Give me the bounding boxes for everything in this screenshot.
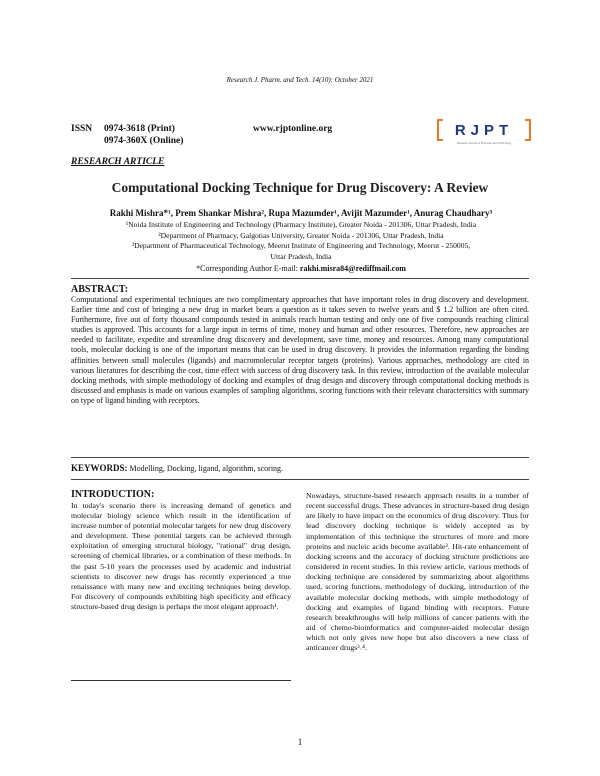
- introduction-right-column: Nowadays, structure-based research approach results in a number of recent successful drugs. These advances in structure-based drug design are likely to have impact on the economics of drug discovery. Thus for lead discovery docking technique is widely accepted as by implementation of this technique the structures of more and more proteins and nucleic acids become available². Hit-rate enhancement of docking screens and the accuracy of docking structure predictions are considered in recent studies. In this review article, various methods of docking technique are considered by summarizing about algorithms used, scoring functions, methodology of docking, introduction of the available molecular docking methods, with simple methodology of docking and examples of ligand binding with receptors. Future research breakthroughs will help millions of cancer patients with the aid of chemo-bioinformatics and computer-aided molecular design which not only gives new hope but also discovers a new class of anticancer drugs³˒⁴.: [306, 491, 529, 653]
- issn-online: 0974-360X (Online): [104, 136, 184, 146]
- corresponding-author: [71, 264, 531, 273]
- keywords-label: KEYWORDS:: [71, 463, 128, 473]
- divider-keywords: [71, 479, 529, 480]
- issn-label: ISSN: [71, 124, 93, 134]
- introduction-left-column: In today's scenario there is increasing demand of genetics and molecular biology science which result in the identification of increase number of potential molecular targets for new drug discovery and development. These potential targets can be achieved through exploitation of emerging structural biology, "rational" drug design, screening of chemical libraries, or a combination of these methods. In the past 5-10 years the processes used by academic and industrial scientists to discover new drugs has recently experienced a true renaissance with many new and exciting techniques being develop. For discovery of compounds exhibiting high specificity and efficacy structure-based drug design is perhaps the most elegant approach¹.: [71, 501, 291, 611]
- logo-subtitle: Research Journal of Pharmacy and Technology: [456, 142, 512, 145]
- abstract-text: Computational and experimental techniques are two complimentary approaches that have important roles in drug discovery and development. Earlier time and cost of bringing a new drug in market bears a question as it takes seven to twelve years and $ 1.2 billion are often cited. Furthermore, five out of forty thousand compounds tested in animals reach human testing and only one of five compounds reaching clinical studies is approved. This accounts for a large input in terms of time, money and human and other resources. Therefore, new approaches are needed to facilitate, expedite and streamline drug discovery and development, save time, money and resources. Among many computational tools, molecular docking is one of the important means that can be used in drug discovery. It provides the information regarding the binding affinities between small molecules (ligands) and macromolecular receptor targets (proteins). Various approaches, methodology are cited in various literatures for describing the cost, time effect with success of drug discovery task. In this review, introduction of the available molecular docking methods, with simple methodology of docking and examples of drug design and discovery through computational docking methods is discussed and emphasis is made on various examples of sampling algorithms, scoring functions with their relevant charactersitics with summary on type of ligand binding with receptors.: [71, 295, 529, 405]
- logo-text: RJPT: [454, 122, 514, 139]
- keywords-text: Modelling, Docking, ligand, algorithm, scoring.: [127, 464, 284, 473]
- corresponding-email[interactable]: rakhi.misra84@rediffmail.com: [299, 264, 406, 273]
- affiliation-2: ²Department of Pharmacy, Galgotias University, Greater Noida - 201306, Uttar Pradesh, India: [158, 231, 444, 240]
- abstract-heading: ABSTRACT:: [71, 284, 129, 295]
- issn-print: 0974-3618 (Print): [104, 124, 175, 134]
- keywords-line: [71, 463, 529, 473]
- footnote-divider: [71, 680, 291, 681]
- article-title: Computational Docking Technique for Drug Discovery: A Review: [111, 180, 489, 195]
- page-number: 1: [297, 737, 303, 747]
- corresponding-label: *Corresponding Author E-mail:: [196, 264, 300, 273]
- affiliation-1: ¹Noida Institute of Engineering and Technology (Pharmacy Institute), Greater Noida - 201306, Uttar Pradesh, India: [125, 220, 477, 229]
- divider-abstract: [71, 457, 529, 458]
- divider-top: [71, 278, 529, 279]
- affiliation-3: ³Department of Pharmaceutical Technology, Meerut Institute of Engineering and Technology, Meerut - 250005,: [131, 241, 471, 250]
- affiliation-3-cont: Uttar Pradesh, India: [270, 252, 332, 261]
- author-list: Rakhi Mishra*¹, Prem Shankar Mishra², Rupa Mazumder¹, Avijit Mazumder¹, Anurag Chaudhary³: [109, 208, 493, 218]
- journal-citation: Research J. Pharm. and Tech. 14(10): October 2021: [226, 76, 374, 84]
- introduction-heading: INTRODUCTION:: [71, 489, 155, 500]
- article-type: RESEARCH ARTICLE: [71, 157, 165, 167]
- journal-website: www.rjptonline.org: [253, 124, 333, 134]
- rjpt-logo: [436, 118, 532, 146]
